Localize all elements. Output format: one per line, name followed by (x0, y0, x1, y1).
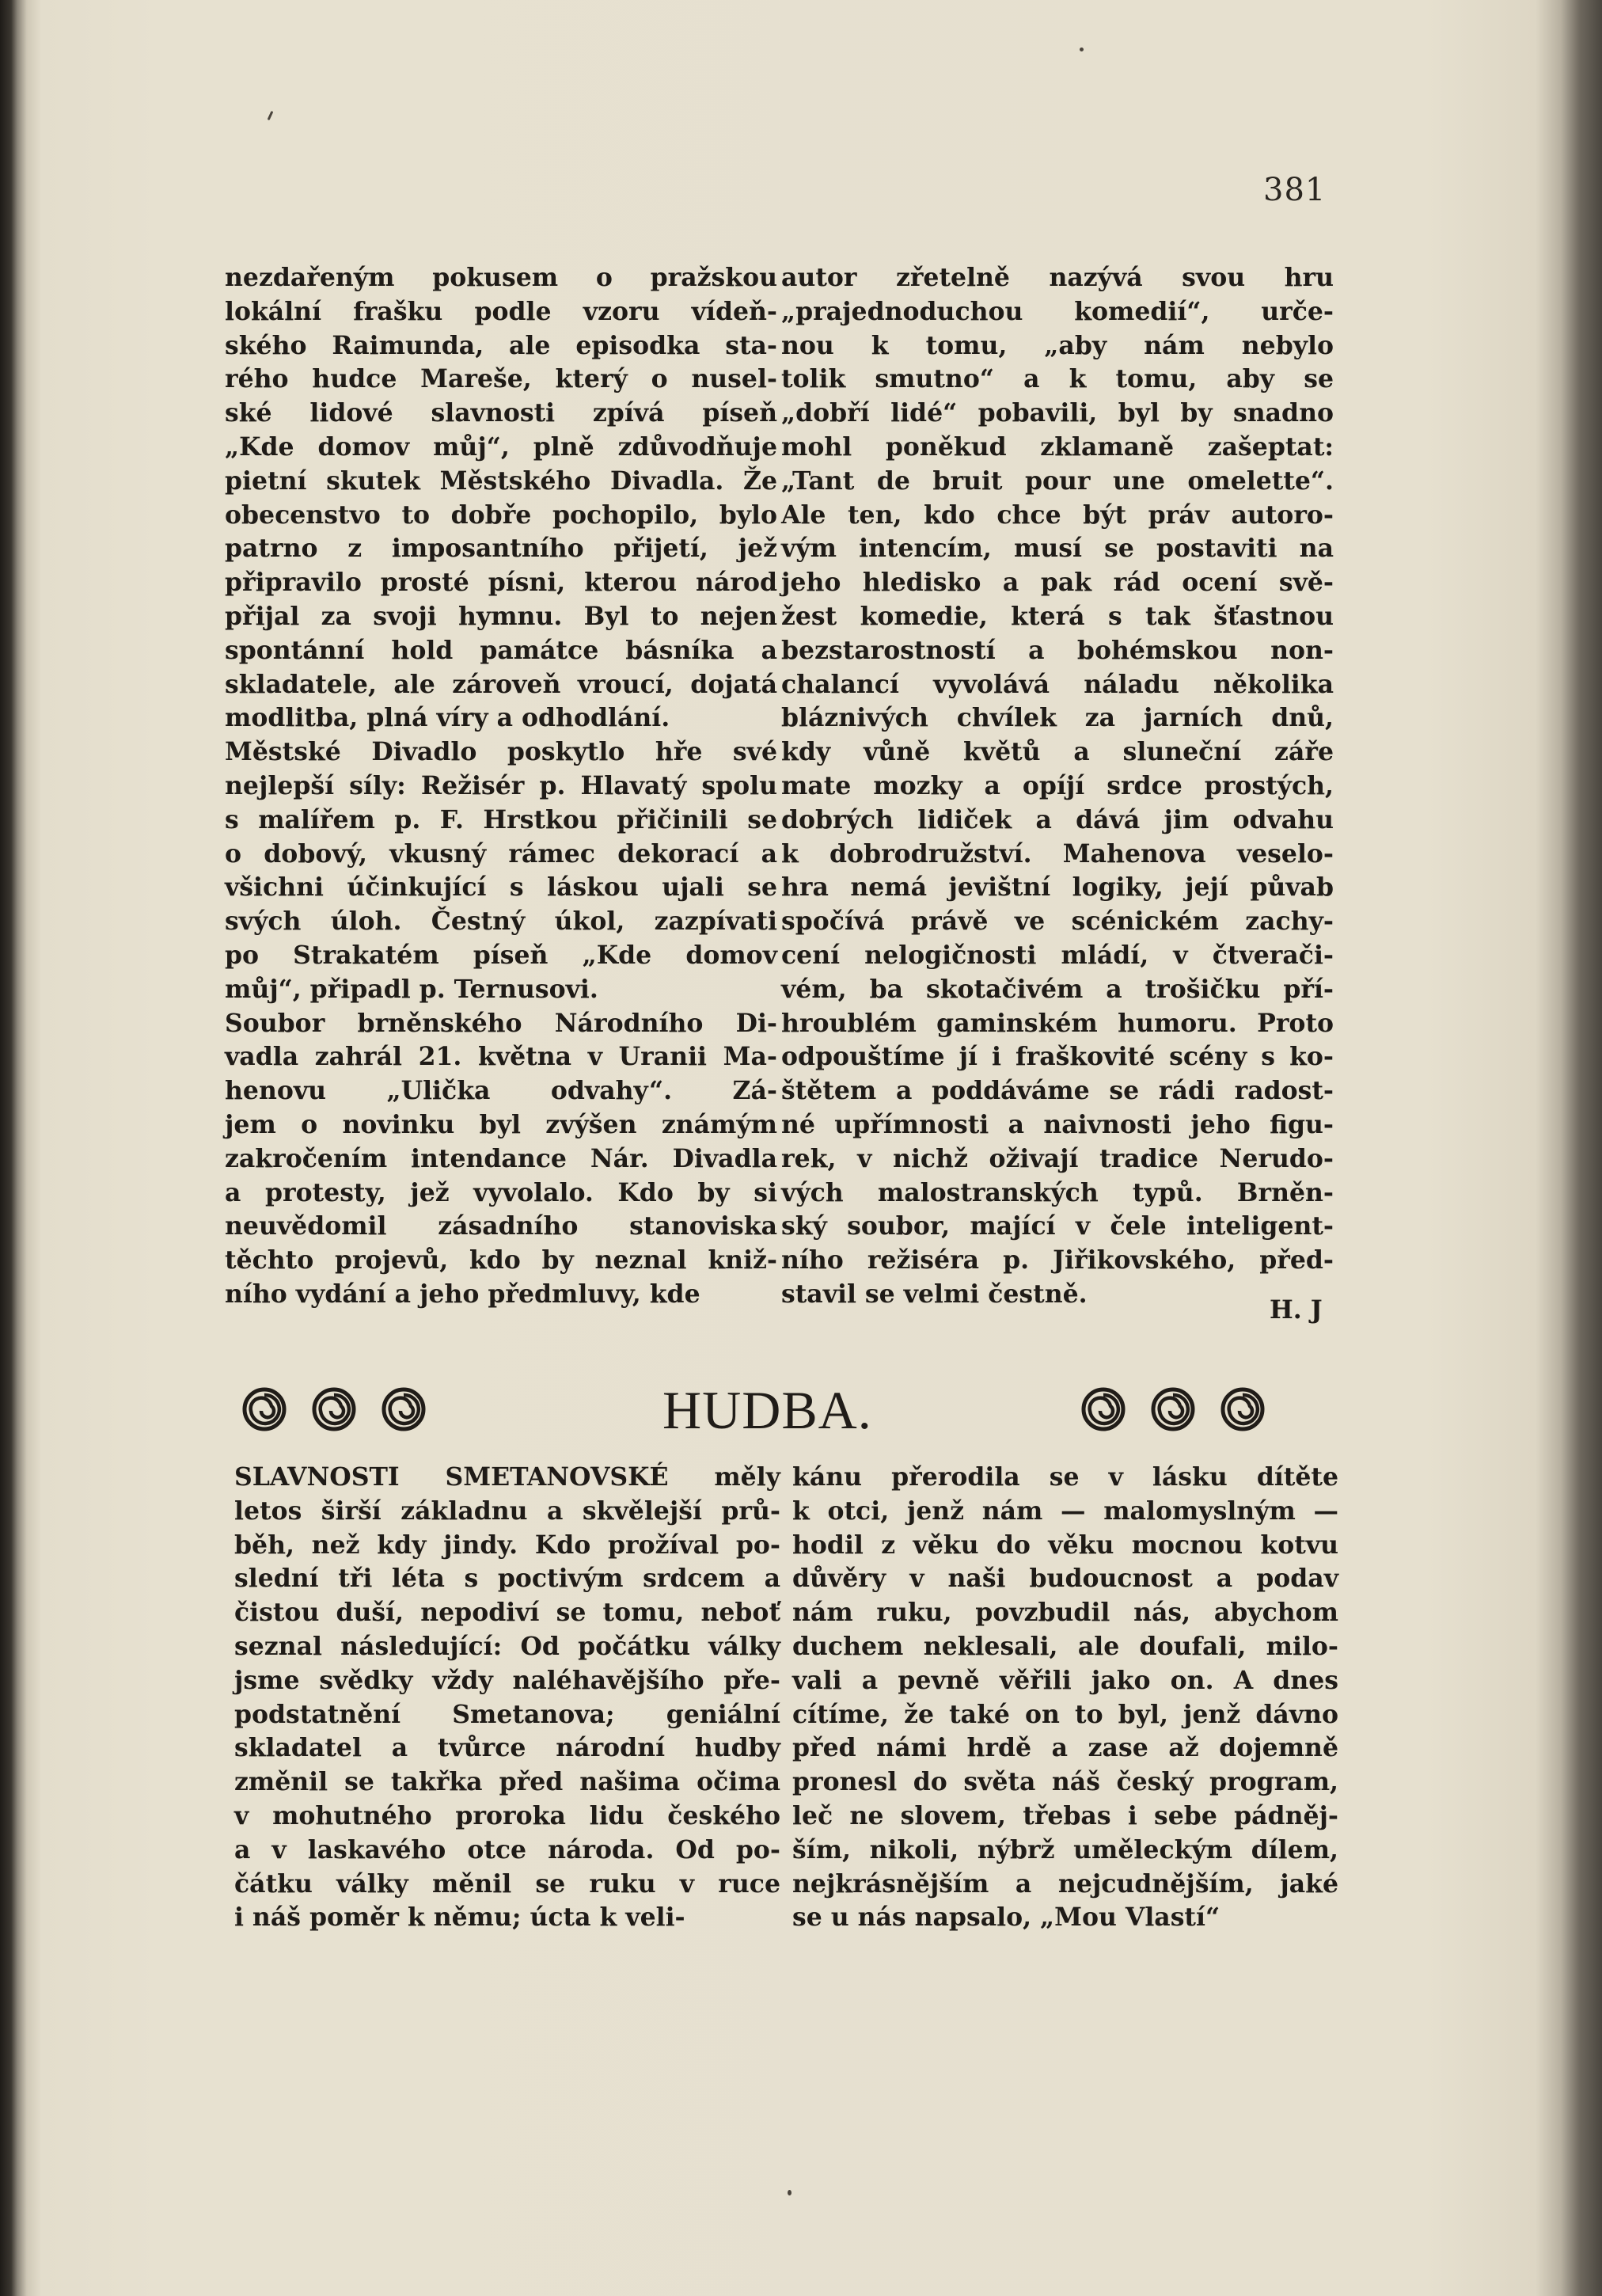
text-line: neuvědomil zásadního stanoviska (225, 1211, 777, 1241)
text-line: všichni účinkující s láskou ujali se (225, 872, 777, 903)
text-line: nejlepší síly: Režisér p. Hlavatý spolu (225, 770, 777, 800)
text-line: autor zřetelně nazývá svou hru (781, 263, 1334, 292)
text-line: žest komedie, která s tak šťastnou (781, 601, 1334, 631)
text-line: né upřímnosti a naivnosti jeho figu- (781, 1109, 1334, 1139)
text-line: „prajednoduchou komedií“, urče- (781, 296, 1334, 326)
text-line: patrno z imposantního přijetí, jež (225, 534, 777, 564)
text-line: a protesty, jež vyvolalo. Kdo by si (225, 1177, 777, 1207)
column-theatre-right (781, 261, 1334, 1312)
text-line: seznal následující: Od počátku války (234, 1631, 780, 1661)
text-line: odpouštíme jí i fraškovité scény s ko- (781, 1042, 1334, 1072)
text-line: obecenstvo to dobře pochopilo, bylo (225, 500, 777, 530)
text-line: vých malostranských typů. Brněn- (781, 1177, 1334, 1207)
text-line: mate mozky a opíjí srdce prostých, (781, 770, 1334, 800)
text-line: vým intencím, musí se postaviti na (781, 534, 1334, 564)
text-line: hra nemá jevištní logiky, její půvab (781, 872, 1334, 903)
text-line: nezdařeným pokusem o pražskou (225, 263, 777, 292)
text-line: tolik smutno“ a k tomu, aby se (781, 364, 1334, 394)
text-line: ského Raimunda, ale episodka sta- (225, 330, 777, 360)
text-line: pronesl do světa náš český program, (792, 1767, 1338, 1797)
text-line: nám ruku, povzbudil nás, abychom (792, 1598, 1338, 1628)
text-line: o dobový, vkusný rámec dekorací a (225, 838, 777, 869)
text-line: k otci, jenž nám — malomyslným — (792, 1496, 1338, 1526)
text-line: ský soubor, mající v čele inteligent- (781, 1211, 1334, 1241)
text-line: jeho hledisko a pak rád ocení svě- (781, 568, 1334, 598)
text-line: skladatel a tvůrce národní hudby (234, 1733, 780, 1763)
spiral-rosette-icon (1220, 1387, 1265, 1431)
text-line: rek, v nichž oživají tradice Nerudo- (781, 1143, 1334, 1173)
text-line: lokální frašku podle vzoru vídeň- (225, 296, 777, 326)
text-line: s malířem p. F. Hrstkou přičinili se (225, 804, 777, 834)
text-line: nou k tomu, „aby nám nebylo (781, 330, 1334, 360)
text-line: ším, nikoli, nýbrž uměleckým dílem, (792, 1834, 1338, 1865)
text-line: dobrých lidiček a dává jim odvahu (781, 804, 1334, 834)
section-heading: HUDBA. (662, 1380, 872, 1440)
text-line: přijal za svoji hymnu. Byl to nejen (225, 601, 777, 631)
speck (788, 2190, 792, 2195)
text-line: i náš poměr k němu; úcta k veli- (234, 1903, 685, 1933)
author-signature: H. J (1270, 1295, 1323, 1325)
text-line: můj“, připadl p. Ternusovi. (225, 974, 598, 1004)
text-line: vadla zahrál 21. května v Uranii Ma- (225, 1042, 777, 1072)
text-line: SLAVNOSTI SMETANOVSKÉ měly (234, 1462, 780, 1492)
text-line: v mohutného proroka lidu českého (234, 1800, 780, 1830)
text-line: letos širší základnu a skvělejší prů- (234, 1496, 780, 1526)
text-line: připravilo prosté písni, kterou národ (225, 568, 777, 598)
text-line: mohl poněkud zklamaně zašeptat: (781, 431, 1334, 462)
text-line: ské lidové slavnosti zpívá píseň (225, 398, 777, 428)
text-line: slední tři léta s poctivým srdcem a (234, 1564, 780, 1594)
text-line: Ale ten, kdo chce být práv autoro- (781, 500, 1334, 530)
text-line: cení nelogičnosti mládí, v čtverači- (781, 940, 1334, 970)
text-line: nejkrásnějším a nejcudnějším, jaké (792, 1868, 1338, 1899)
text-line: modlitba, plná víry a odhodlání. (225, 703, 670, 733)
text-line: bezstarostností a bohémskou non- (781, 635, 1334, 665)
text-line: hroublém gaminském humoru. Proto (781, 1008, 1334, 1038)
text-line: zakročením intendance Nár. Divadla (225, 1143, 777, 1173)
text-line: čátku války měnil se ruku v ruce (234, 1868, 780, 1899)
speck (1080, 48, 1084, 51)
text-line: kdy vůně květů a sluneční záře (781, 737, 1334, 767)
text-line: leč ne slovem, třebas i sebe pádněj- (792, 1800, 1338, 1830)
text-line: stavil se velmi čestně. (781, 1279, 1088, 1309)
text-line: po Strakatém píseň „Kde domov (225, 940, 777, 970)
text-line: henovu „Ulička odvahy“. Zá- (225, 1076, 777, 1106)
text-line: „Kde domov můj“, plně zdůvodňuje (225, 431, 777, 462)
text-line: jsme svědky vždy naléhavějšího pře- (234, 1665, 780, 1695)
text-line: podstatnění Smetanova; geniální (234, 1699, 780, 1729)
text-line: Soubor brněnského Národního Di- (225, 1008, 777, 1038)
text-line: vém, ba skotačivém a trošičku pří- (781, 974, 1334, 1004)
text-line: Městské Divadlo poskytlo hře své (225, 737, 777, 767)
text-line: bláznivých chvílek za jarních dnů, (781, 703, 1334, 733)
text-line: hodil z věku do věku mocnou kotvu (792, 1530, 1338, 1560)
text-line: běh, než kdy jindy. Kdo prožíval po- (234, 1530, 780, 1560)
spiral-rosette-icon (312, 1387, 356, 1431)
text-line: spontánní hold památce básníka a (225, 635, 777, 665)
text-line: štětem a poddáváme se rádi radost- (781, 1076, 1334, 1106)
spiral-rosette-icon (1081, 1387, 1126, 1431)
text-line: svých úloh. Čestný úkol, zazpívati (225, 907, 777, 937)
text-line: ního režiséra p. Jiřikovského, před- (781, 1245, 1334, 1275)
journal-page (32, 10, 1567, 2290)
page-number: 381 (1263, 172, 1327, 208)
spiral-rosette-icon (1151, 1387, 1195, 1431)
text-line: čistou duší, nepodiví se tomu, neboť (234, 1598, 780, 1628)
text-line: skladatele, ale zároveň vroucí, dojatá (225, 669, 777, 699)
text-line: ního vydání a jeho předmluvy, kde (225, 1279, 700, 1309)
text-line: „Tant de bruit pour une omelette“. (781, 466, 1334, 496)
text-line: cítíme, že také on to byl, jenž dávno (792, 1699, 1338, 1729)
text-line: těchto projevů, kdo by neznal kniž- (225, 1245, 777, 1275)
text-line: duchem neklesali, ale doufali, milo- (792, 1631, 1338, 1661)
column-theatre-left (225, 261, 777, 1312)
text-line: spočívá právě ve scénickém zachy- (781, 907, 1334, 937)
text-line: „dobří lidé“ pobavili, byl by snadno (781, 398, 1334, 428)
text-line: rého hudce Mareše, který o nusel- (225, 364, 777, 394)
text-line: a v laskavého otce národa. Od po- (234, 1834, 780, 1865)
text-line: chalancí vyvolává náladu několika (781, 669, 1334, 699)
spiral-rosette-icon (382, 1387, 426, 1431)
speck (268, 111, 274, 120)
text-line: k dobrodružství. Mahenova veselo- (781, 838, 1334, 869)
text-line: změnil se takřka před našima očima (234, 1767, 780, 1797)
text-line: kánu přerodila se v lásku dítěte (792, 1462, 1338, 1492)
text-line: důvěry v naši budoucnost a podav (792, 1564, 1338, 1594)
spiral-rosette-icon (242, 1387, 287, 1431)
column-music-right (792, 1461, 1338, 1935)
text-line: pietní skutek Městského Divadla. Že (225, 466, 777, 496)
text-line: se u nás napsalo, „Mou Vlastí“ (792, 1903, 1220, 1933)
text-line: vali a pevně věřili jako on. A dnes (792, 1665, 1338, 1695)
text-line: před námi hrdě a zase až dojemně (792, 1733, 1338, 1763)
column-music-left (234, 1461, 780, 1935)
text-line: jem o novinku byl zvýšen známým (225, 1109, 777, 1139)
